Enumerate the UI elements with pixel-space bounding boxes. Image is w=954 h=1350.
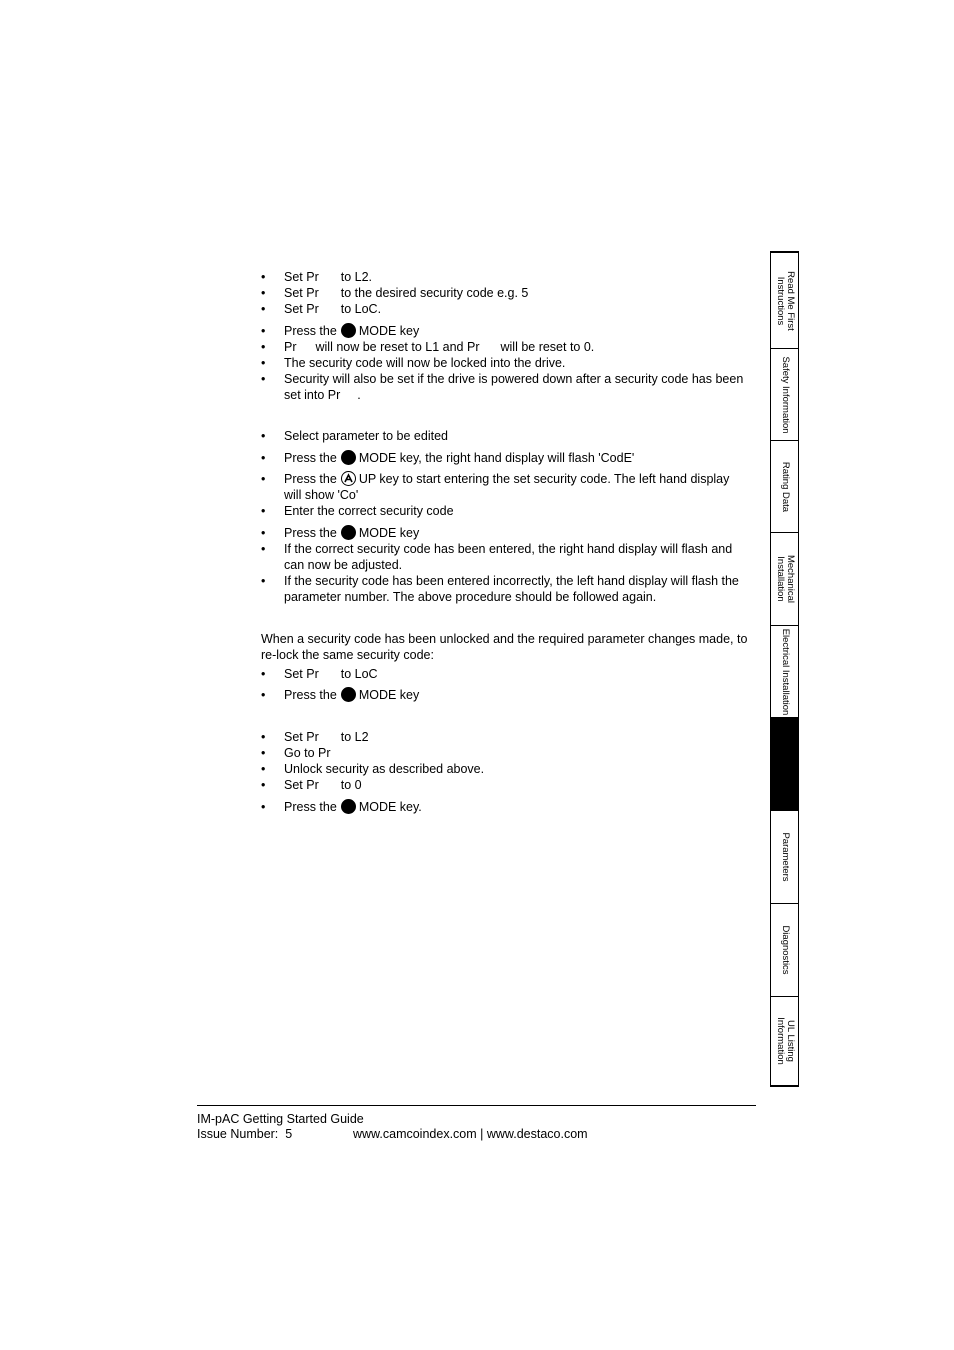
list-item: Press the MODE key (284, 324, 420, 338)
bullet: • (261, 730, 266, 744)
paragraph-continued: re-lock the same security code: (261, 648, 434, 662)
list-item: Press the UP key to start entering the set security code. The left hand display (284, 472, 730, 486)
tab-mechanical-installation[interactable]: Mechanical Installation (771, 533, 798, 626)
bullet: • (261, 451, 266, 465)
list-item-continued: parameter number. The above procedure should be followed again. (284, 590, 657, 604)
bullet: • (261, 574, 266, 588)
bullet: • (261, 762, 266, 776)
list-item: Set Pr to the desired security code e.g. 5 (284, 286, 529, 300)
list-item: Set Pr to 0 (284, 778, 362, 792)
list-item: If the correct security code has been entered, the right hand display will flash and (284, 542, 733, 556)
list-item: Set Pr to L2. (284, 270, 373, 284)
mode-key-icon (341, 450, 356, 465)
up-key-icon (341, 471, 356, 486)
list-item: Pr will now be reset to L1 and Pr will be reset to 0. (284, 340, 595, 354)
list-item-continued: set into Pr . (284, 388, 361, 402)
list-item: Enter the correct security code (284, 504, 454, 518)
bullet: • (261, 356, 266, 370)
mode-key-icon (341, 323, 356, 338)
tab-read-me-first[interactable]: Read Me First Instructions (771, 253, 798, 349)
list-item: Press the MODE key (284, 526, 420, 540)
list-item: Unlock security as described above. (284, 762, 485, 776)
list-item: Go to Pr (284, 746, 331, 760)
footer-rule (197, 1105, 756, 1106)
list-item: Set Pr to LoC. (284, 302, 382, 316)
bullet: • (261, 800, 266, 814)
paragraph: When a security code has been unlocked and the required parameter changes made, to (261, 632, 748, 646)
bullet: • (261, 688, 266, 702)
tab-safety-information[interactable]: Safety Information (771, 349, 798, 441)
bullet: • (261, 472, 266, 486)
bullet: • (261, 667, 266, 681)
mode-key-icon (341, 687, 356, 702)
list-item-continued: can now be adjusted. (284, 558, 403, 572)
tab-rating-data[interactable]: Rating Data (771, 441, 798, 533)
chapter-tabs (770, 251, 799, 1087)
list-item: Set Pr to L2 (284, 730, 369, 744)
bullet: • (261, 778, 266, 792)
bullet: • (261, 526, 266, 540)
bullet: • (261, 286, 266, 300)
tab-electrical-installation[interactable]: Electrical Installation (771, 626, 798, 718)
list-item: If the security code has been entered incorrectly, the left hand display will flash the (284, 574, 739, 588)
bullet: • (261, 372, 266, 386)
bullet: • (261, 542, 266, 556)
list-item-continued: will show 'Co' (284, 488, 359, 502)
list-item: Press the MODE key (284, 688, 420, 702)
footer-web-links[interactable]: www.camcoindex.com | www.destaco.com (353, 1127, 588, 1141)
bullet: • (261, 746, 266, 760)
list-item: The security code will now be locked into the drive. (284, 356, 566, 370)
bullet: • (261, 324, 266, 338)
tab-current-section[interactable] (771, 718, 798, 811)
footer-issue-number: Issue Number: 5 (197, 1127, 293, 1141)
bullet: • (261, 340, 266, 354)
list-item: Press the MODE key, the right hand display will flash 'CodE' (284, 451, 635, 465)
tab-ul-listing-information[interactable]: UL Listing Information (774, 1017, 796, 1065)
list-item: Security will also be set if the drive is powered down after a security code has been (284, 372, 744, 386)
mode-key-icon (341, 525, 356, 540)
footer-title: IM-pAC Getting Started Guide (197, 1112, 364, 1126)
list-item: Select parameter to be edited (284, 429, 448, 443)
bullet: • (261, 429, 266, 443)
list-item: Set Pr to LoC (284, 667, 378, 681)
bullet: • (261, 302, 266, 316)
mode-key-icon (341, 799, 356, 814)
bullet: • (261, 504, 266, 518)
bullet: • (261, 270, 266, 284)
tab-diagnostics[interactable]: Diagnostics (771, 904, 798, 997)
tab-parameters[interactable]: Parameters (771, 811, 798, 904)
list-item: Press the MODE key. (284, 800, 422, 814)
